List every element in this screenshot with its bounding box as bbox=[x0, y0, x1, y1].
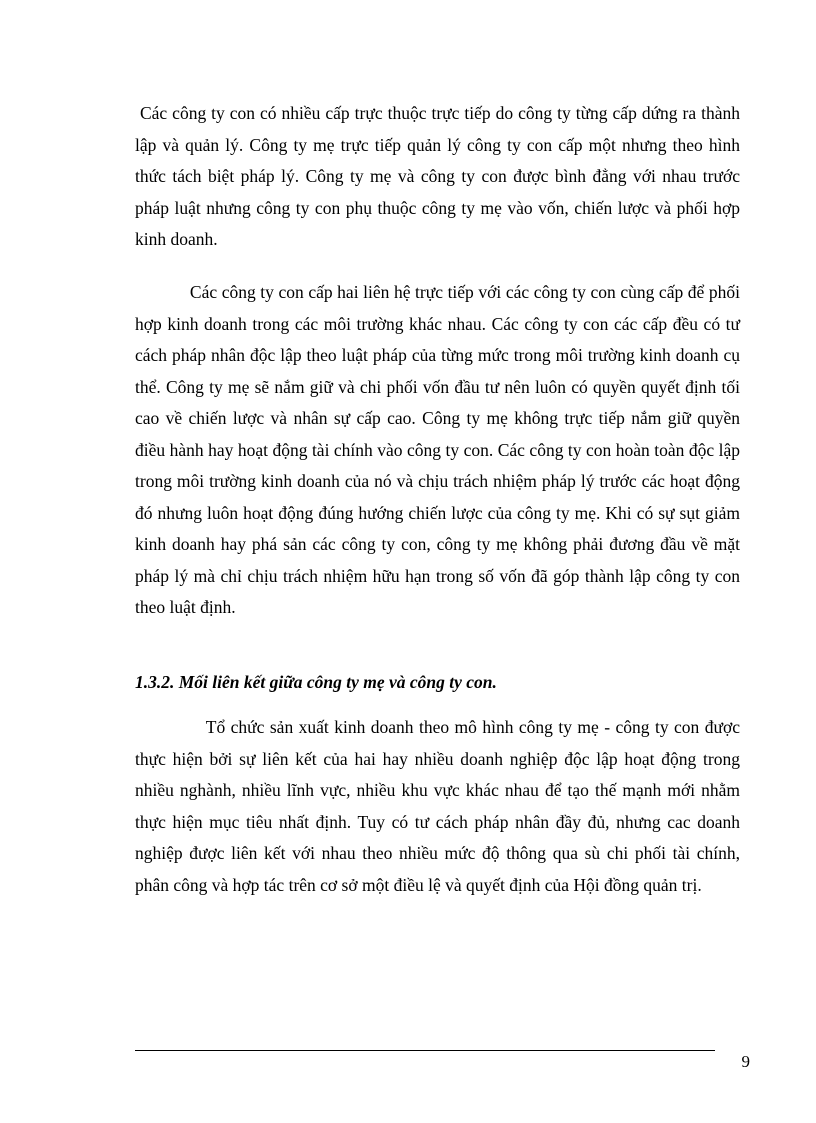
page-number: 9 bbox=[741, 1052, 750, 1071]
paragraph-organization-model: Tổ chức sản xuất kinh doanh theo mô hình công ty mẹ - công ty con được thực hiện bởi sự liên kết của hai hay nhiều doanh nghiệp độc lập hoạt động trong nhiều nghành, nhiều lĩnh vực, nhiều khu vực khác nhau để tạo thế mạnh mới nhằm thực hiện mục tiêu nhất định. Tuy có tư cách pháp nhân đầy đủ, nhưng cac doanh nghiệp được liên kết với nhau theo nhiều mức độ thông qua sù chi phối tài chính, phân công và hợp tác trên cơ sở một điều lệ và quyết định của Hội đồng quản trị. bbox=[135, 717, 740, 895]
paragraph-second-level-subsidiaries: Các công ty con cấp hai liên hệ trực tiếp với các công ty con cùng cấp để phối hợp kinh doanh trong các môi trường khác nhau. Các công ty con các cấp đều có tư cách pháp nhân độc lập theo luật pháp của từng mức trong môi trường kinh doanh cụ thể. Công ty mẹ sẽ nắm giữ và chi phối vốn đầu tư nên luôn có quyền quyết định tối cao về chiến lược và nhân sự cấp cao. Công ty mẹ không trực tiếp nắm giữ quyền điều hành hay hoạt động tài chính vào công ty con. Các công ty con hoàn toàn độc lập trong môi trường kinh doanh của nó và chịu trách nhiệm pháp lý trước các hoạt động đó nhưng luôn hoạt động đúng hướng chiến lược của công ty mẹ. Khi có sự sụt giảm kinh doanh hay phá sản các công ty con, công ty mẹ không phải đương đầu về mặt pháp lý mà chỉ chịu trách nhiệm hữu hạn trong số vốn đã góp thành lập công ty con theo luật định. bbox=[135, 282, 740, 617]
paragraph-subsidiary-levels: Các công ty con có nhiều cấp trực thuộc trực tiếp do công ty từng cấp dứng ra thành lập và quản lý. Công ty mẹ trực tiếp quản lý công ty con cấp một nhưng theo hình thức tách biệt pháp lý. Công ty mẹ và công ty con được bình đẳng với nhau trước pháp luật nhưng công ty con phụ thuộc công ty mẹ vào vốn, chiến lược và phối hợp kinh doanh. bbox=[135, 103, 740, 249]
footer-divider bbox=[135, 1050, 715, 1051]
section-heading: 1.3.2. Mối liên kết giữa công ty mẹ và công ty con. bbox=[135, 672, 497, 692]
